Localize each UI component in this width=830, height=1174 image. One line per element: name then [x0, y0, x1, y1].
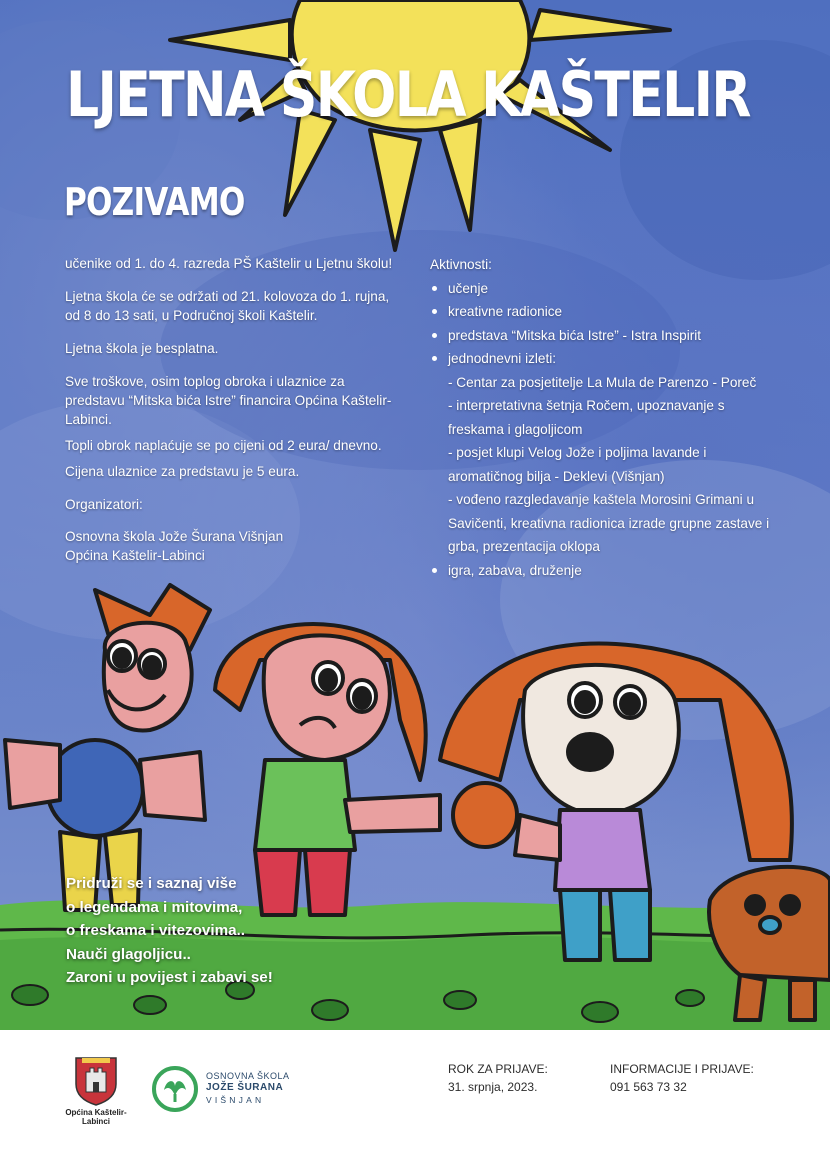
activity-subitem: - interpretativna šetnja Ročem, upoznavanje s freskama i glagoljicom — [448, 398, 725, 437]
slogan — [66, 872, 366, 990]
invitation-paragraph: Topli obrok naplaćuje se po cijeni od 2 eura/ dnevno. — [65, 438, 382, 453]
school-name-line: VIŠNJAN — [206, 1095, 265, 1105]
child-1-drawing — [5, 585, 210, 910]
municipality-crest-icon — [72, 1054, 120, 1106]
organizer-name: Općina Kaštelir-Labinci — [65, 548, 205, 563]
activity-subitem: - vođeno razgledavanje kaštela Morosini Grimani u Savičenti, kreativna radionica izrade grupne zastave i grba, prezentacija oklopa — [448, 492, 770, 554]
school-name-line: OSNOVNA ŠKOLA — [206, 1071, 290, 1081]
slogan-line: o freskama i vitezovima.. — [66, 922, 245, 939]
slogan-line: Nauči glagoljicu.. — [66, 945, 191, 963]
activity-subitem: - posjet klupi Velog Jože i poljima lavande i aromatičnog bilja - Deklevi (Višnjan) — [448, 445, 707, 484]
invitation-paragraph: Ljetna škola će se održati od 21. kolovoza do 1. rujna, od 8 do 13 sati, u Područnoj školi Kaštelir. — [65, 289, 390, 323]
invitation-details — [65, 254, 400, 565]
slogan-line: Zaroni u povijest i zabavi se! — [66, 969, 273, 986]
deadline-label: ROK ZA PRIJAVE: — [448, 1062, 548, 1076]
invitation-paragraph: učenike od 1. do 4. razreda PŠ Kaštelir u Ljetnu školu! — [65, 256, 393, 271]
municipality-logo-label: Općina Kaštelir-Labinci — [65, 1108, 127, 1126]
school-logo-icon — [152, 1066, 198, 1112]
invitation-paragraph: Cijena ulaznice za predstavu je 5 eura. — [65, 464, 300, 479]
activity-item: kreativne radionice — [430, 300, 775, 324]
activity-item: jednodnevni izleti: — [430, 347, 775, 371]
activity-item: učenje — [430, 277, 775, 301]
registration-deadline — [448, 1060, 548, 1096]
school-name — [206, 1071, 290, 1106]
contact-phone: 091 563 73 32 — [610, 1080, 687, 1094]
activities-label: Aktivnosti: — [430, 257, 492, 272]
deadline-value: 31. srpnja, 2023. — [448, 1080, 538, 1094]
footer — [0, 1030, 830, 1174]
poster-subtitle: POZIVAMO — [64, 180, 245, 224]
invitation-paragraph: Sve troškove, osim toplog obroka i ulaznice za predstavu “Mitska bića Istre” financira Općina Kaštelir-Labinci. — [65, 374, 392, 427]
invitation-paragraph: Ljetna škola je besplatna. — [65, 341, 219, 356]
organizer-name: Osnovna škola Jože Šurana Višnjan — [65, 529, 284, 544]
activity-subitem: - Centar za posjetitelje La Mula de Parenzo - Poreč — [448, 374, 757, 390]
slogan-line: o legendama i mitovima, — [66, 898, 243, 916]
contact-info — [610, 1060, 754, 1096]
poster-title: LJETNA ŠKOLA KAŠTELIR — [66, 58, 750, 131]
school-name-line: JOŽE ŠURANA — [206, 1082, 284, 1093]
contact-label: INFORMACIJE I PRIJAVE: — [610, 1062, 754, 1076]
activity-item: predstava “Mitska bića Istre” - Istra Inspirit — [430, 324, 775, 348]
organizers-label: Organizatori: — [65, 497, 143, 512]
activities-list — [430, 253, 775, 582]
activity-item: igra, zabava, druženje — [430, 559, 775, 583]
slogan-line: Pridruži se i saznaj više — [66, 875, 237, 892]
